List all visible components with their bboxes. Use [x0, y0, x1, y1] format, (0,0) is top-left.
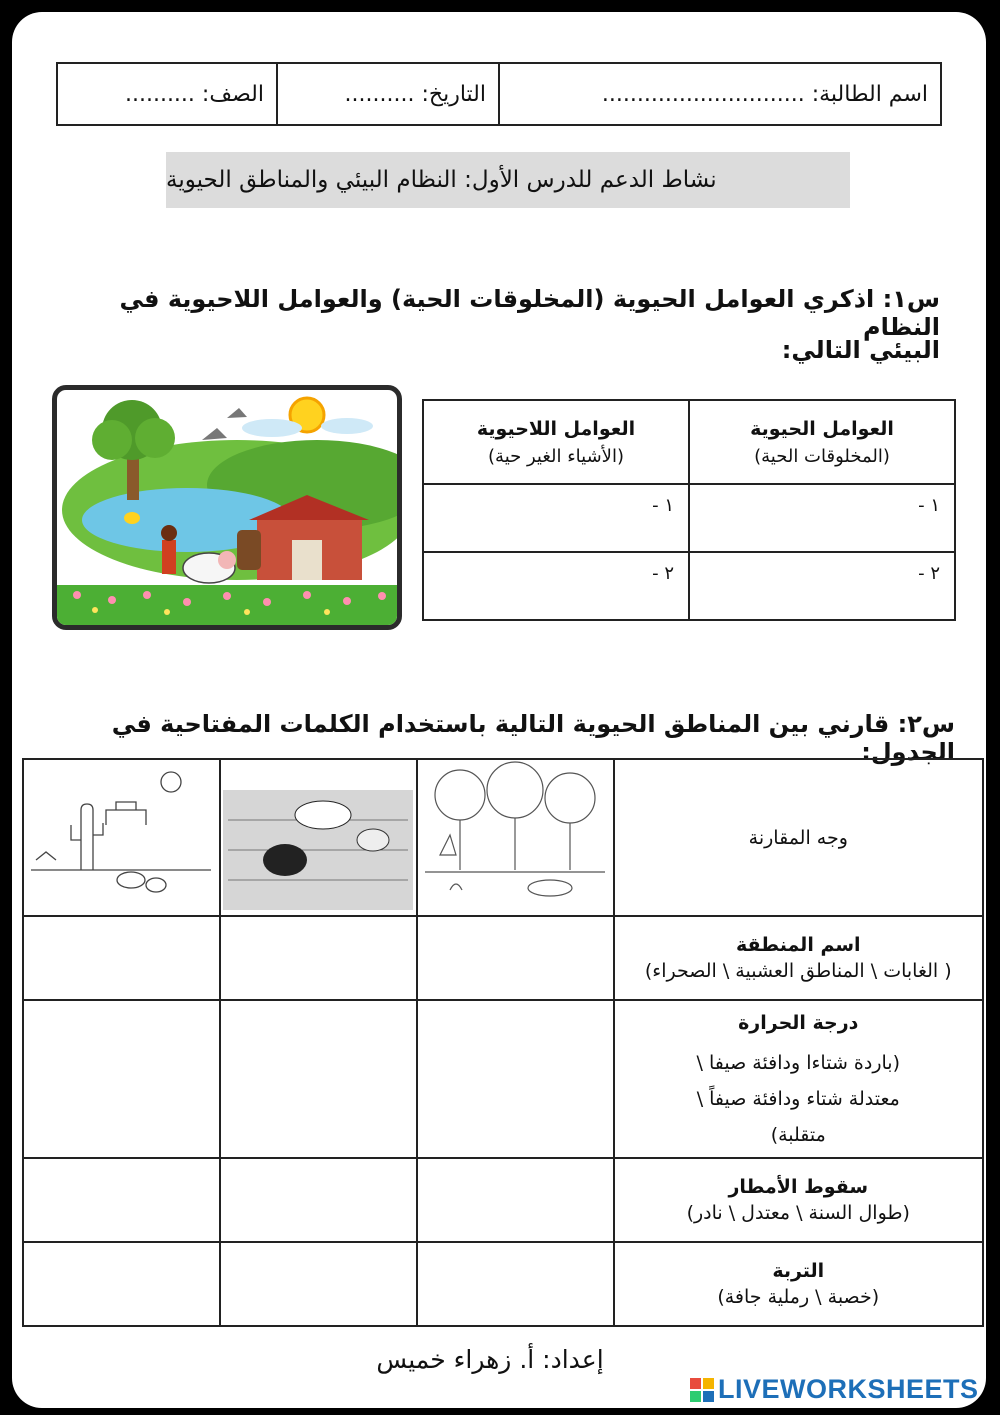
abiotic-subtitle: (الأشياء الغير حية): [488, 445, 624, 467]
student-name-field[interactable]: اسم الطالبة: .............................: [498, 64, 940, 124]
farm-ecosystem-illustration: [52, 385, 402, 630]
grassland-image-cell: [220, 759, 417, 916]
liveworksheets-logo-icon: [690, 1378, 714, 1402]
row-temperature: [614, 1000, 983, 1158]
abiotic-answer-2[interactable]: ٢ -: [423, 552, 689, 620]
row-temperature-option-1: (باردة شتاءا ودافئة صيفا \: [696, 1052, 900, 1074]
author-credit: إعداد: أ. زهراء خميس: [376, 1345, 604, 1374]
liveworksheets-logo[interactable]: LIVEWORKSHEETS: [718, 1374, 979, 1404]
biotic-header: [689, 400, 955, 484]
abiotic-answer-1[interactable]: ١ -: [423, 484, 689, 552]
answer-grassland-rainfall[interactable]: [220, 1158, 417, 1242]
grade-field[interactable]: الصف: ..........: [124, 81, 264, 107]
row-rainfall-options: (طوال السنة \ معتدل \ نادر): [686, 1202, 910, 1224]
answer-forest-temperature[interactable]: [417, 1000, 614, 1158]
student-info-header: [56, 62, 942, 126]
comparison-aspect-header: وجه المقارنة: [614, 759, 983, 916]
grassland-sketch: [223, 760, 413, 910]
answer-grassland-soil[interactable]: [220, 1242, 417, 1326]
row-temperature-option-2: معتدلة شتاء ودافئة صيفاً \: [696, 1088, 900, 1110]
answer-forest-soil[interactable]: [417, 1242, 614, 1326]
question-2: س٢: قارني بين المناطق الحيوية التالية باستخدام الكلمات المفتاحية في الجدول:: [111, 710, 955, 766]
biotic-title: العوامل الحيوية: [750, 417, 894, 440]
answer-desert-rainfall[interactable]: [23, 1158, 220, 1242]
desert-image-cell: [23, 759, 220, 916]
biotic-subtitle: (المخلوقات الحية): [754, 445, 890, 467]
abiotic-title: العوامل اللاحيوية: [476, 417, 636, 440]
biotic-answer-2[interactable]: ٢ -: [689, 552, 955, 620]
row-rainfall: [614, 1158, 983, 1242]
answer-forest-rainfall[interactable]: [417, 1158, 614, 1242]
answer-grassland-temperature[interactable]: [220, 1000, 417, 1158]
factors-table: [422, 399, 956, 621]
row-region-name-title: اسم المنطقة: [735, 934, 861, 956]
row-soil-options: (خصبة \ رملية جافة): [717, 1286, 880, 1308]
answer-grassland-region[interactable]: [220, 916, 417, 1000]
answer-forest-region[interactable]: [417, 916, 614, 1000]
question-1-line-2: البيئي التالي:: [781, 336, 940, 364]
row-soil-title: التربة: [772, 1260, 825, 1282]
desert-sketch: [26, 760, 216, 910]
question-1-line-1: س١: اذكري العوامل الحيوية (المخلوقات الحية) والعوامل اللاحيوية في النظام: [119, 285, 940, 341]
forest-image-cell: [417, 759, 614, 916]
forest-sketch: [420, 760, 610, 910]
answer-desert-region[interactable]: [23, 916, 220, 1000]
lesson-title-banner: نشاط الدعم للدرس الأول: النظام البيئي والمناطق الحيوية: [166, 152, 850, 208]
row-temperature-option-3: متقلبة): [770, 1124, 826, 1146]
biomes-comparison-table: [22, 758, 984, 1327]
answer-desert-temperature[interactable]: [23, 1000, 220, 1158]
row-soil: [614, 1242, 983, 1326]
row-temperature-title: درجة الحرارة: [738, 1012, 859, 1034]
row-region-name: [614, 916, 983, 1000]
row-rainfall-title: سقوط الأمطار: [728, 1176, 869, 1198]
date-field[interactable]: التاريخ: ..........: [276, 64, 498, 124]
abiotic-header: [423, 400, 689, 484]
row-region-name-options: ( الغابات \ المناطق العشبية \ الصحراء): [644, 960, 952, 982]
biotic-answer-1[interactable]: ١ -: [689, 484, 955, 552]
answer-desert-soil[interactable]: [23, 1242, 220, 1326]
